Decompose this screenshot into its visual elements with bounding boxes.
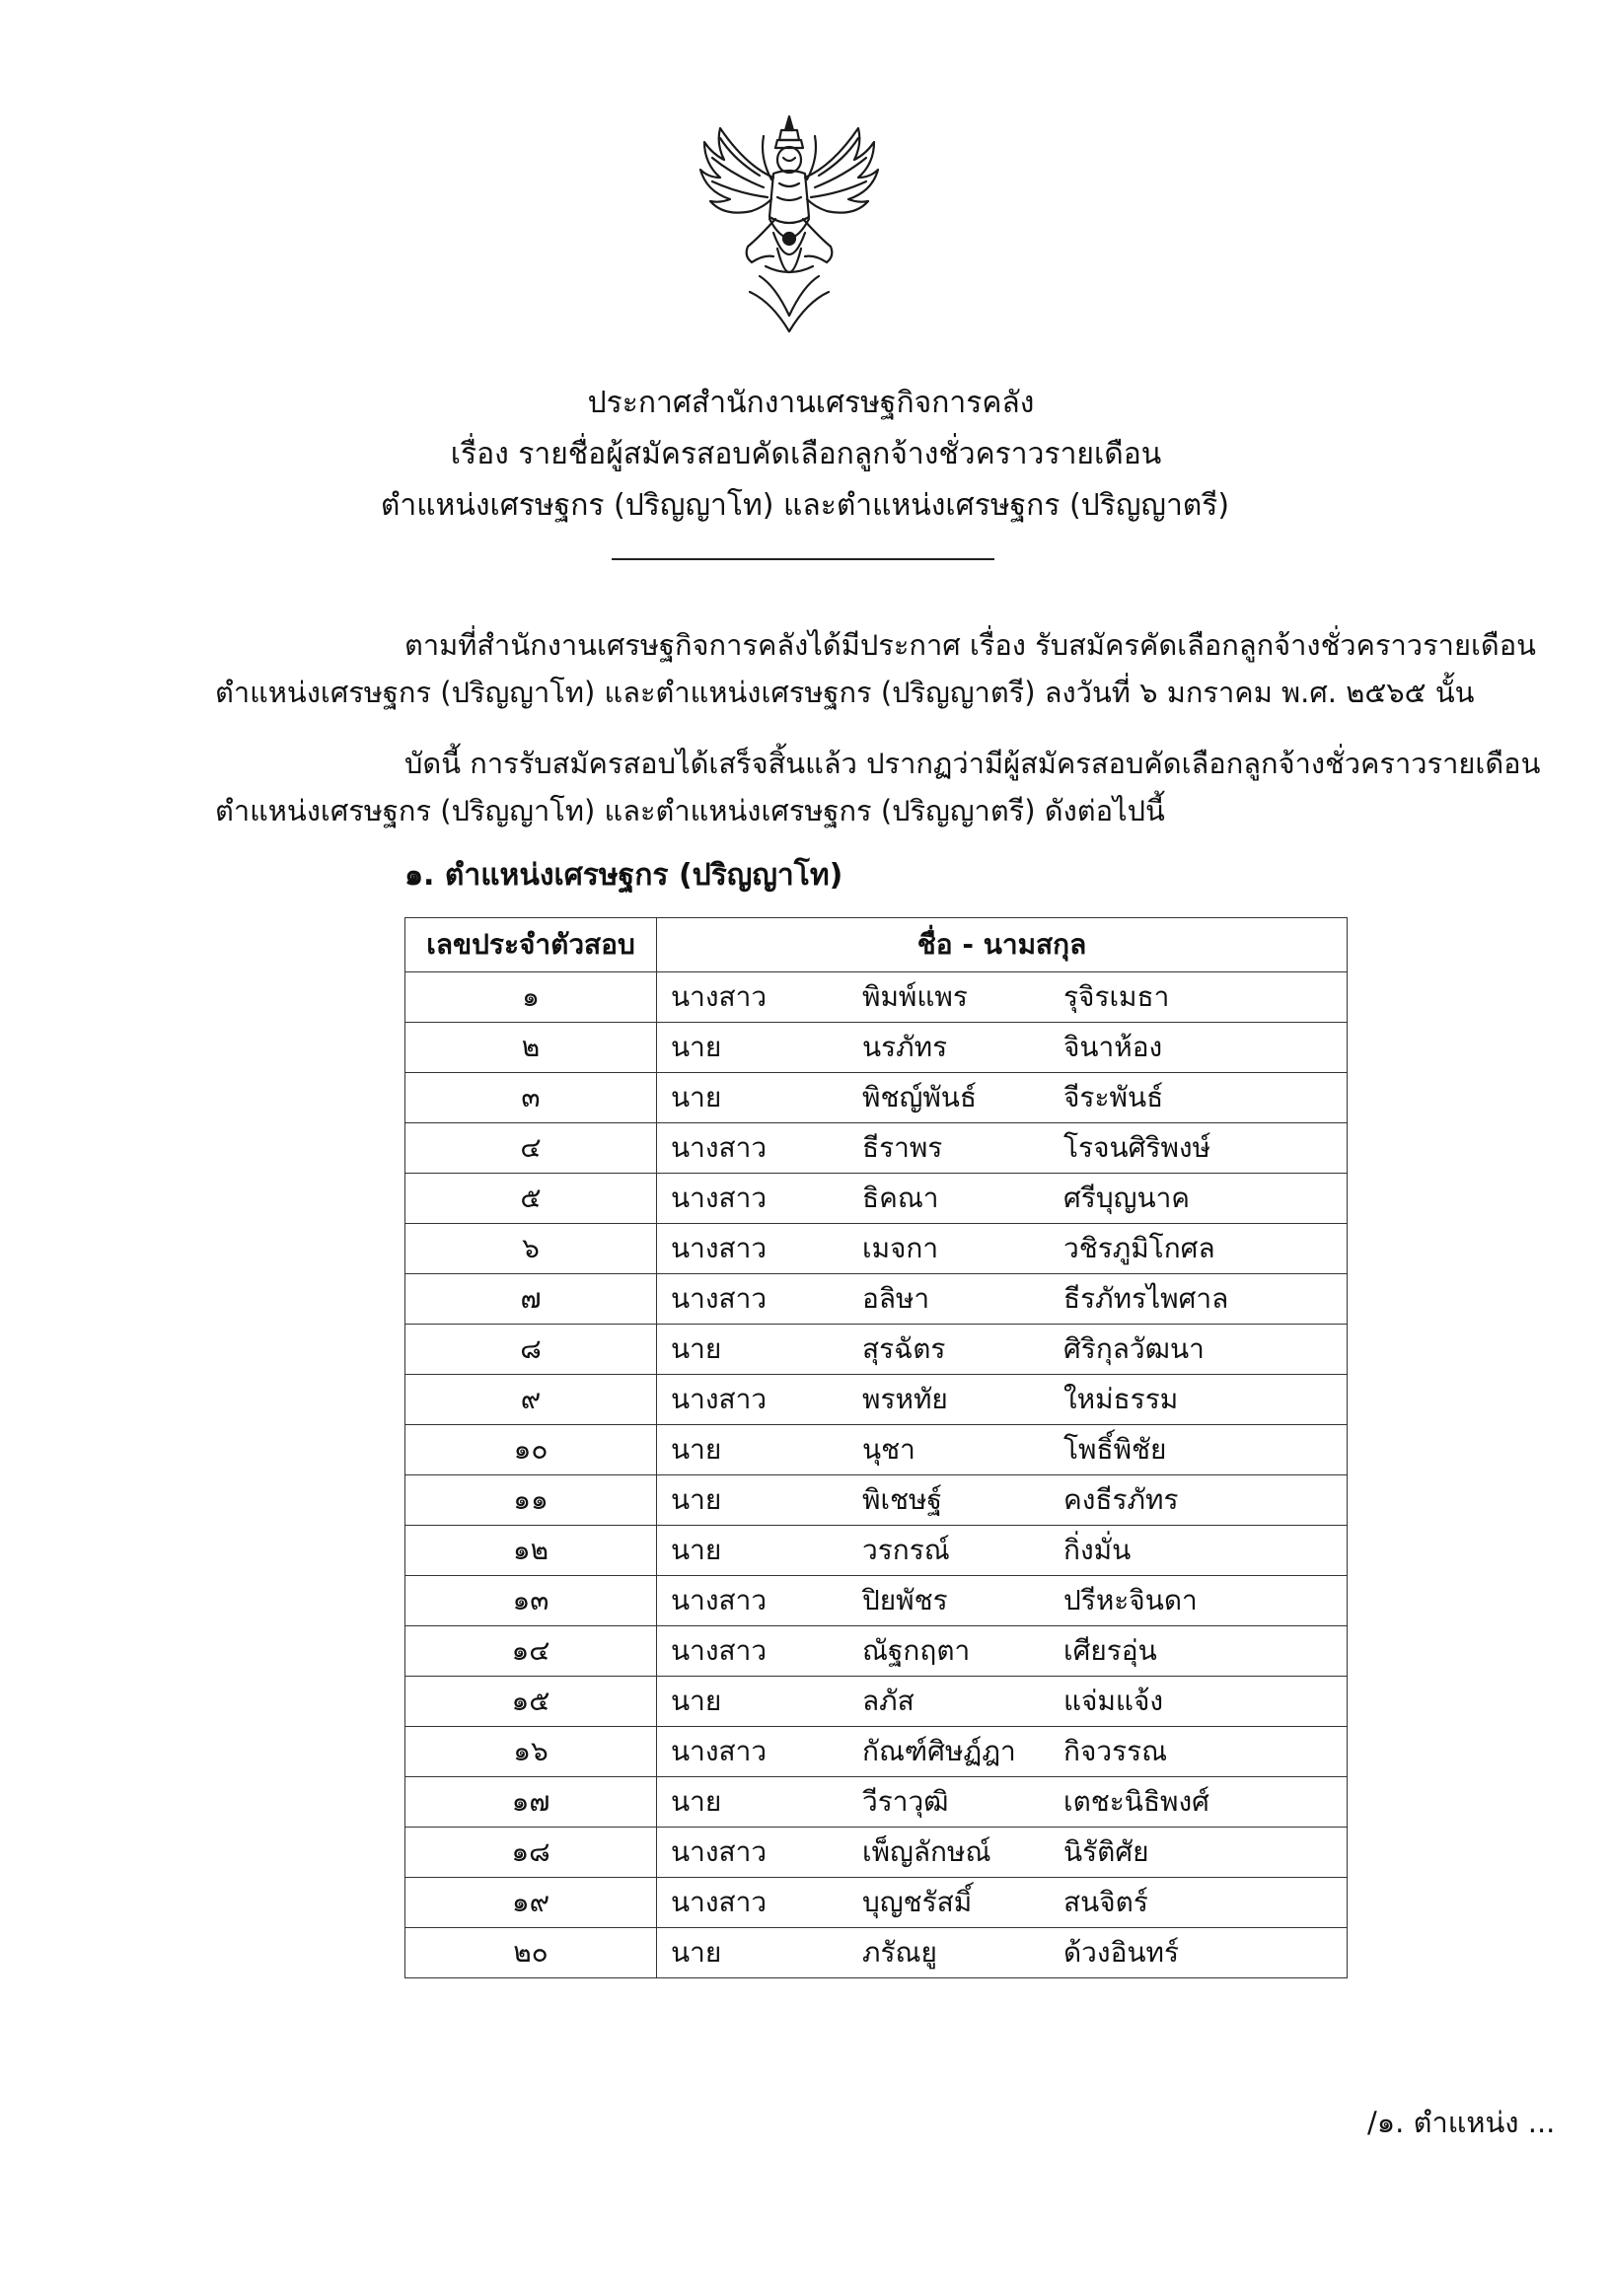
cell-last-name: แจ่มแจ้ง: [1063, 1677, 1348, 1727]
cell-exam-id: ๒๐: [405, 1928, 657, 1978]
cell-title: นางสาว: [657, 1224, 863, 1274]
cell-exam-id: ๑๓: [405, 1576, 657, 1626]
title-line-3: ตำแหน่งเศรษฐกร (ปริญญาโท) และตำแหน่งเศรษฐกร (ปริญญาตรี): [380, 488, 1230, 523]
cell-exam-id: ๙: [405, 1375, 657, 1425]
cell-first-name: วรกรณ์: [862, 1526, 1063, 1576]
cell-title: นางสาว: [657, 1375, 863, 1425]
cell-title: นางสาว: [657, 1878, 863, 1928]
cell-last-name: ศิริกุลวัฒนา: [1063, 1325, 1348, 1375]
cell-last-name: ธีรภัทรไพศาล: [1063, 1274, 1348, 1325]
cell-title: นาย: [657, 1677, 863, 1727]
cell-first-name: พิมพ์แพร: [862, 972, 1063, 1023]
cell-first-name: พิชญ์พันธ์: [862, 1073, 1063, 1123]
cell-exam-id: ๑๙: [405, 1878, 657, 1928]
cell-exam-id: ๑๖: [405, 1727, 657, 1777]
cell-last-name: รุจิรเมธา: [1063, 972, 1348, 1023]
cell-last-name: สนจิตร์: [1063, 1878, 1348, 1928]
cell-title: นางสาว: [657, 1576, 863, 1626]
cell-exam-id: ๓: [405, 1073, 657, 1123]
cell-first-name: นรภัทร: [862, 1023, 1063, 1073]
table-row: [405, 1928, 1348, 1978]
cell-first-name: บุญชรัสมิ์: [862, 1878, 1063, 1928]
cell-first-name: ธิคณา: [862, 1174, 1063, 1224]
table-row: [405, 1626, 1348, 1677]
table-row: [405, 1677, 1348, 1727]
cell-last-name: ใหม่ธรรม: [1063, 1375, 1348, 1425]
cell-last-name: เศียรอุ่น: [1063, 1626, 1348, 1677]
cell-title: นางสาว: [657, 1274, 863, 1325]
table-body: [405, 972, 1348, 1978]
cell-last-name: วชิรภูมิโกศล: [1063, 1224, 1348, 1274]
cell-exam-id: ๔: [405, 1123, 657, 1174]
title-divider: [612, 558, 994, 560]
cell-last-name: ปรีหะจินดา: [1063, 1576, 1348, 1626]
cell-first-name: เพ็ญลักษณ์: [862, 1828, 1063, 1878]
cell-first-name: ภรัณยู: [862, 1928, 1063, 1978]
column-header-exam-id: เลขประจำตัวสอบ: [405, 918, 657, 972]
cell-exam-id: ๘: [405, 1325, 657, 1375]
cell-first-name: พรหทัย: [862, 1375, 1063, 1425]
cell-last-name: ด้วงอินทร์: [1063, 1928, 1348, 1978]
cell-first-name: นุชา: [862, 1425, 1063, 1475]
table-row: [405, 1375, 1348, 1425]
cell-first-name: สุรฉัตร: [862, 1325, 1063, 1375]
cell-exam-id: ๑๐: [405, 1425, 657, 1475]
table-row: [405, 1475, 1348, 1526]
paragraph-2-line-2: ตำแหน่งเศรษฐกร (ปริญญาโท) และตำแหน่งเศรษฐกร (ปริญญาตรี) ดังต่อไปนี้: [215, 794, 1165, 827]
table-row: [405, 1274, 1348, 1325]
table-row: [405, 1224, 1348, 1274]
cell-exam-id: ๑: [405, 972, 657, 1023]
cell-first-name: พิเชษฐ์: [862, 1475, 1063, 1526]
cell-title: นาย: [657, 1325, 863, 1375]
cell-title: นางสาว: [657, 1123, 863, 1174]
announcement-title: [0, 378, 1610, 532]
cell-last-name: จีระพันธ์: [1063, 1073, 1348, 1123]
table-row: [405, 1425, 1348, 1475]
cell-exam-id: ๗: [405, 1274, 657, 1325]
cell-title: นางสาว: [657, 972, 863, 1023]
candidate-table: [404, 917, 1348, 1978]
cell-title: นาย: [657, 1023, 863, 1073]
cell-last-name: กิจวรรณ: [1063, 1727, 1348, 1777]
cell-title: นางสาว: [657, 1174, 863, 1224]
table-row: [405, 1828, 1348, 1878]
cell-exam-id: ๕: [405, 1174, 657, 1224]
cell-last-name: กิ่งมั่น: [1063, 1526, 1348, 1576]
cell-exam-id: ๒: [405, 1023, 657, 1073]
cell-first-name: ปิยพัชร: [862, 1576, 1063, 1626]
paragraph-1-line-1: ตามที่สำนักงานเศรษฐกิจการคลังได้มีประกาศ เรื่อง รับสมัครคัดเลือกลูกจ้างชั่วคราวรายเดือน: [404, 628, 1536, 662]
paragraph-1: [215, 621, 1536, 716]
table-row: [405, 1727, 1348, 1777]
cell-exam-id: ๑๕: [405, 1677, 657, 1727]
paragraph-1-line-2: ตำแหน่งเศรษฐกร (ปริญญาโท) และตำแหน่งเศรษฐกร (ปริญญาตรี) ลงวันที่ ๖ มกราคม พ.ศ. ๒๕๖๕ นั้น: [215, 676, 1475, 709]
cell-title: นาย: [657, 1475, 863, 1526]
cell-last-name: นิรัติศัย: [1063, 1828, 1348, 1878]
cell-first-name: ธีราพร: [862, 1123, 1063, 1174]
paragraph-2: [215, 740, 1541, 834]
paragraph-2-line-1: บัดนี้ การรับสมัครสอบได้เสร็จสิ้นแล้ว ปรากฏว่ามีผู้สมัครสอบคัดเลือกลูกจ้างชั่วคราวรายเดือน: [404, 747, 1541, 780]
cell-last-name: โพธิ์พิชัย: [1063, 1425, 1348, 1475]
cell-exam-id: ๑๒: [405, 1526, 657, 1576]
cell-last-name: เตชะนิธิพงศ์: [1063, 1777, 1348, 1828]
cell-title: นาย: [657, 1526, 863, 1576]
column-header-name: ชื่อ - นามสกุล: [657, 918, 1348, 972]
table-row: [405, 972, 1348, 1023]
cell-exam-id: ๑๘: [405, 1828, 657, 1878]
cell-last-name: โรจนศิริพงษ์: [1063, 1123, 1348, 1174]
cell-title: นาย: [657, 1777, 863, 1828]
table-row: [405, 1073, 1348, 1123]
table-row: [405, 1576, 1348, 1626]
cell-exam-id: ๖: [405, 1224, 657, 1274]
table-row: [405, 1526, 1348, 1576]
table-header-row: [405, 918, 1348, 972]
title-line-2: เรื่อง รายชื่อผู้สมัครสอบคัดเลือกลูกจ้างชั่วคราวรายเดือน: [450, 437, 1162, 471]
cell-title: นาย: [657, 1928, 863, 1978]
title-line-1: ประกาศสำนักงานเศรษฐกิจการคลัง: [587, 386, 1035, 420]
cell-first-name: กัณฑ์ศิษฏ์ฎา: [862, 1727, 1063, 1777]
table-row: [405, 1777, 1348, 1828]
cell-first-name: ลภัส: [862, 1677, 1063, 1727]
cell-exam-id: ๑๑: [405, 1475, 657, 1526]
cell-title: นางสาว: [657, 1727, 863, 1777]
page-continuation: /๑. ตำแหน่ง ...: [1367, 2106, 1556, 2139]
table-row: [405, 1123, 1348, 1174]
garuda-emblem-icon: [691, 108, 888, 335]
table-row: [405, 1325, 1348, 1375]
cell-title: นาย: [657, 1425, 863, 1475]
table-row: [405, 1174, 1348, 1224]
cell-first-name: อลิษา: [862, 1274, 1063, 1325]
cell-title: นางสาว: [657, 1626, 863, 1677]
cell-exam-id: ๑๔: [405, 1626, 657, 1677]
cell-last-name: จินาห้อง: [1063, 1023, 1348, 1073]
cell-title: นางสาว: [657, 1828, 863, 1878]
section-heading: ๑. ตำแหน่งเศรษฐกร (ปริญญาโท): [404, 858, 843, 893]
cell-title: นาย: [657, 1073, 863, 1123]
cell-exam-id: ๑๗: [405, 1777, 657, 1828]
table-row: [405, 1023, 1348, 1073]
cell-last-name: คงธีรภัทร: [1063, 1475, 1348, 1526]
cell-first-name: เมจกา: [862, 1224, 1063, 1274]
cell-first-name: ณัฐกฤตา: [862, 1626, 1063, 1677]
cell-last-name: ศรีบุญนาค: [1063, 1174, 1348, 1224]
cell-first-name: วีราวุฒิ: [862, 1777, 1063, 1828]
table-row: [405, 1878, 1348, 1928]
